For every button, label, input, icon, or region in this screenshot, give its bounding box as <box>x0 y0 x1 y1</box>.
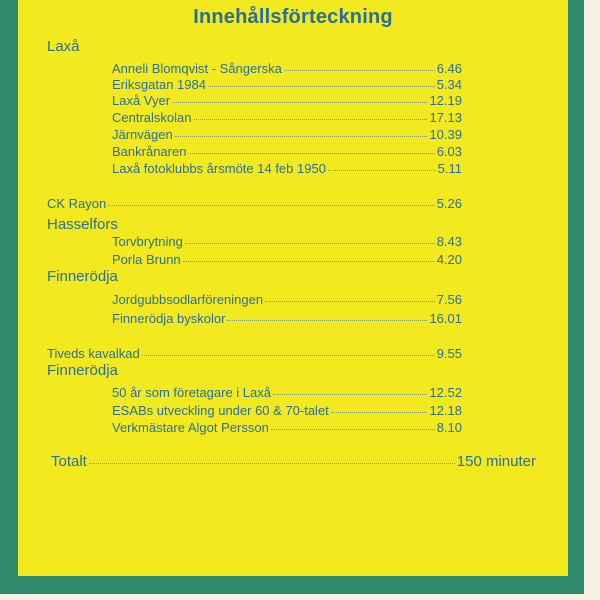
toc-entry <box>112 77 462 92</box>
entry-duration: 5.34 <box>436 77 462 92</box>
section-heading-laxa: Laxå <box>47 38 80 55</box>
toc-entry <box>112 420 462 435</box>
toc-entry <box>112 252 462 267</box>
entry-title: Tiveds kavalkad <box>47 346 140 361</box>
entry-duration: 12.19 <box>429 93 462 108</box>
entry-duration: 8.10 <box>436 420 462 435</box>
entry-duration: 16.01 <box>429 311 462 326</box>
entry-duration: 5.26 <box>436 196 462 211</box>
leader-dots <box>172 102 427 103</box>
toc-entry <box>112 110 462 125</box>
toc-entry <box>112 292 462 307</box>
total-row <box>51 453 536 470</box>
entry-duration: 6.03 <box>436 144 462 159</box>
entry-duration: 17.13 <box>429 110 462 125</box>
entry-title: Järnvägen <box>112 127 173 142</box>
entry-title: Anneli Blomqvist - Sångerska <box>112 61 282 76</box>
entry-title: Laxå fotoklubbs årsmöte 14 feb 1950 <box>112 161 326 176</box>
leader-dots <box>273 394 427 395</box>
leader-dots <box>271 429 435 430</box>
leader-dots <box>175 136 428 137</box>
toc-entry <box>112 144 462 159</box>
leader-dots <box>331 412 428 413</box>
entry-title: Centralskolan <box>112 110 192 125</box>
leader-dots <box>183 261 435 262</box>
entry-title: Porla Brunn <box>112 252 181 267</box>
leader-dots <box>328 170 436 171</box>
section-heading-finnerodja: Finnerödja <box>47 268 118 285</box>
entry-title: CK Rayon <box>47 196 107 211</box>
leader-dots <box>208 86 435 87</box>
entry-duration: 12.18 <box>429 403 462 418</box>
entry-title: Finnerödja byskolor <box>112 311 226 326</box>
entry-duration: 7.56 <box>436 292 462 307</box>
entry-duration: 6.46 <box>436 61 462 76</box>
entry-duration: 4.20 <box>436 252 462 267</box>
entry-duration: 9.55 <box>436 346 462 361</box>
leader-dots <box>188 153 434 154</box>
section-heading-finnerodja-2: Finnerödja <box>47 362 118 379</box>
leader-dots <box>194 119 428 120</box>
leader-dots <box>265 301 435 302</box>
section-heading-hasselfors: Hasselfors <box>47 216 118 233</box>
entry-title: Eriksgatan 1984 <box>112 77 206 92</box>
leader-dots <box>89 463 455 464</box>
toc-entry <box>47 346 462 361</box>
total-value: 150 minuter <box>456 453 536 470</box>
entry-duration: 12.52 <box>429 385 462 400</box>
entry-title: Torvbrytning <box>112 234 183 249</box>
total-label: Totalt <box>51 453 87 470</box>
toc-entry <box>112 127 462 142</box>
toc-entry <box>112 385 462 400</box>
toc-entry <box>112 403 462 418</box>
entry-duration: 10.39 <box>429 127 462 142</box>
entry-title: Bankrånaren <box>112 144 187 159</box>
entry-title: Jordgubbsodlarföreningen <box>112 292 264 307</box>
toc-entry <box>112 311 462 326</box>
entry-title: Laxå Vyer <box>112 93 171 108</box>
leader-dots <box>108 205 434 206</box>
toc-entry <box>112 93 462 108</box>
toc-entry <box>112 161 462 176</box>
leader-dots <box>284 70 435 71</box>
page-title: Innehållsförteckning <box>193 6 393 28</box>
entry-duration: 8.43 <box>436 234 462 249</box>
toc-entry <box>47 196 462 211</box>
entry-duration: 5.11 <box>437 161 462 176</box>
entry-title: ESABs utveckling under 60 & 70-talet <box>112 403 329 418</box>
toc-entry <box>112 234 462 249</box>
leader-dots <box>227 320 427 321</box>
leader-dots <box>185 243 435 244</box>
entry-title: 50 år som företagare i Laxå <box>112 385 271 400</box>
yellow-panel <box>18 0 568 576</box>
entry-title: Verkmästare Algot Persson <box>112 420 269 435</box>
toc-entry <box>112 61 462 76</box>
leader-dots <box>142 355 435 356</box>
